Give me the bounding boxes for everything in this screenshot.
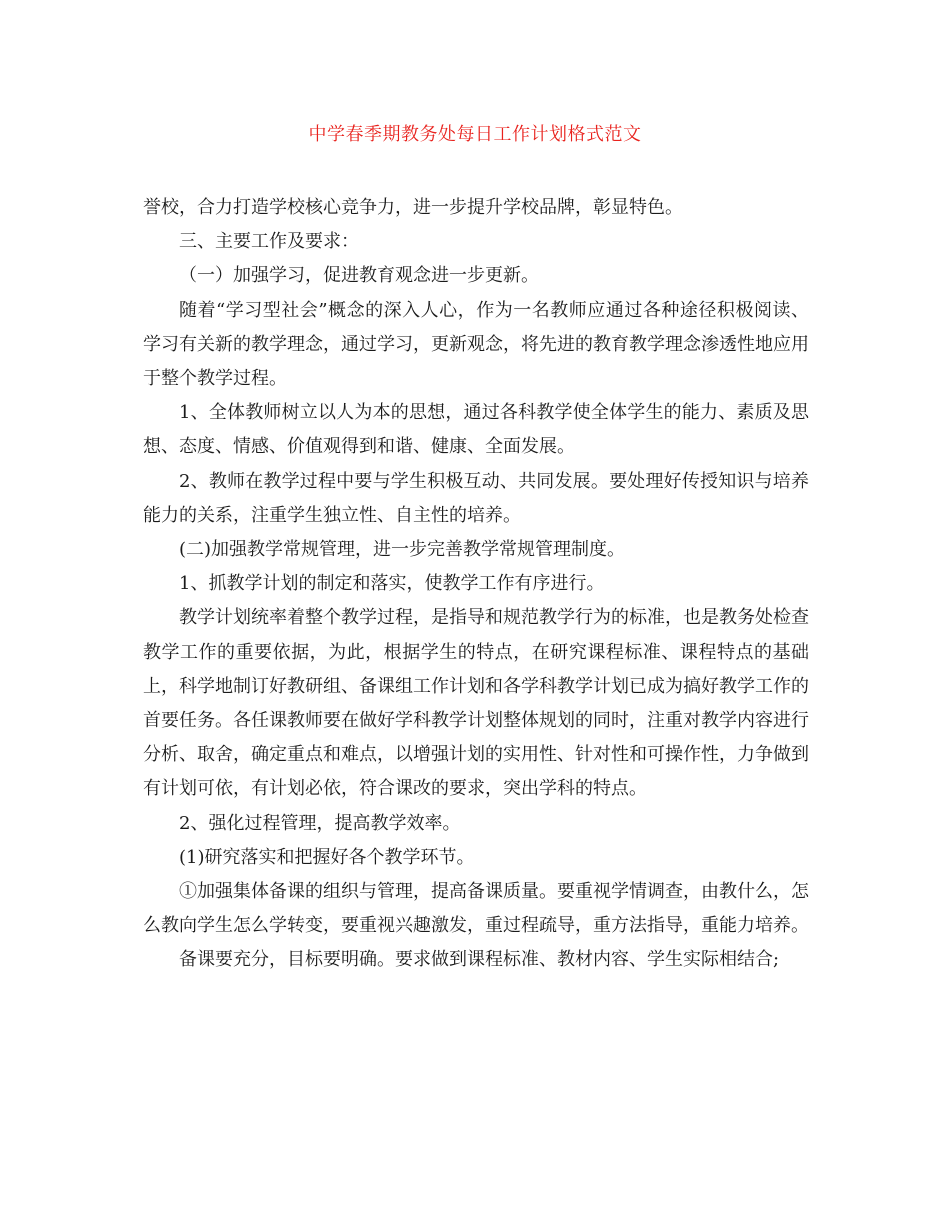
paragraph: 备课要充分，目标要明确。要求做到课程标准、教材内容、学生实际相结合; [179,949,780,971]
paragraph: 随着“学习型社会”概念的深入人心，作为一名教师应通过各种途径积极阅读、学习有关新的教学理念，通过学习，更新观念，将先进的教育教学理念渗透性地应用于整个教学过程。 [143,299,809,390]
paragraph: 1、抓教学计划的制定和落实，使教学工作有序进行。 [179,573,605,595]
paragraph: 1、全体教师树立以人为本的思想，通过各科教学使全体学生的能力、素质及思想、态度、情感、价值观得到和谐、健康、全面发展。 [143,402,809,458]
document-title: 中学春季期教务处每日工作计划格式范文 [308,124,642,145]
paragraph: 2、教师在教学过程中要与学生积极互动、共同发展。要处理好传授知识与培养能力的关系，注重学生独立性、自主性的培养。 [143,470,809,526]
section-heading: 三、主要工作及要求： [179,231,359,253]
paragraph: (1)研究落实和把握好各个教学环节。 [179,846,475,868]
subsection-heading: （一）加强学习，促进教育观念进一步更新。 [179,265,539,287]
paragraph: 2、强化过程管理，提高教学效率。 [179,812,461,834]
paragraph: 教学计划统率着整个教学过程，是指导和规范教学行为的标准，也是教务处检查教学工作的重要依据，为此，根据学生的特点，在研究课程标准、课程特点的基础上，科学地制订好教研组、备课组工作计划和各学科教学计划已成为搞好教学工作的首要任务。各任课教师要在做好学科教学计划整体规划的同时，注重对教学内容进行分析、取舍，确定重点和难点，以增强计划的实用性、针对性和可操作性，力争做到有计划可依，有计划必依，符合课改的要求，突出学科的特点。 [143,607,809,800]
paragraph: ①加强集体备课的组织与管理，提高备课质量。要重视学情调查，由教什么，怎么教向学生怎么学转变，要重视兴趣激发，重过程疏导，重方法指导，重能力培养。 [143,881,809,937]
paragraph: 誉校，合力打造学校核心竞争力，进一步提升学校品牌，彰显特色。 [143,197,683,218]
document-body [143,191,809,978]
subsection-heading: (二)加强教学常规管理，进一步完善教学常规管理制度。 [179,539,626,561]
